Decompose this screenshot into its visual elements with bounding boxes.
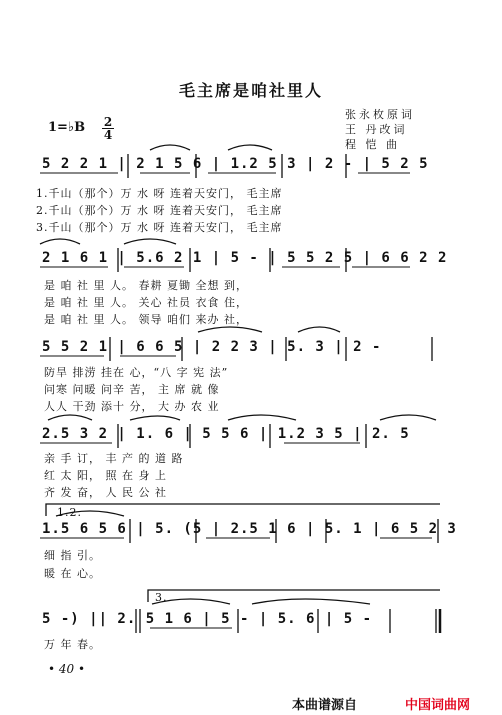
lyric-row-1-verse-3: 3.千山（那个）万 水 呀 连着天安门， 毛主席: [36, 221, 283, 234]
meter-top: 2: [103, 115, 113, 129]
lyric-row-3-verse-1: 防旱 排涝 挂在 心，“八 字 宪 法”: [44, 366, 229, 379]
lyric-row-5-verse-2: 暖 在 心。: [44, 567, 101, 580]
meter-bottom: 4: [103, 128, 113, 142]
lyric-row-4-verse-1: 亲 手 订， 丰 产 的 道 路: [44, 452, 184, 465]
source-label: 本曲谱源自: [292, 698, 358, 713]
lyric-row-3-verse-2: 问寒 问暖 问辛 苦， 主 席 就 像: [44, 383, 220, 396]
lyric-row-5-verse-1: 细 指 引。: [44, 549, 101, 562]
notation-row-2: 2 1 6 1 | 5.6 2 1 | 5 - | 5 5 2 5 | 6 6 2 2: [42, 250, 448, 266]
key-signature: 1=♭B: [48, 120, 86, 135]
song-title: 毛主席是咱社里人: [178, 81, 323, 100]
notation-row-1: 5 2 2 1 | 2 1 5 6 | 1.2 5 3 | 2 - | 5 2 5: [42, 156, 429, 172]
source-site: 中国词曲网: [405, 698, 471, 713]
volta-1-2: 1.2.: [57, 506, 82, 519]
notation-row-5: 1.5 6 5 6 | 5. (5 | 2.5 1 6 | 5. 1 | 6 5 2 3: [42, 521, 457, 537]
lyric-row-3-verse-3: 人人 干劲 添十 分， 大 办 农 业: [44, 400, 220, 413]
lyric-row-2-verse-2: 是 咱 社 里 人。 关心 社员 衣食 住，: [44, 296, 248, 309]
lyricist-revised: 王 丹改词: [345, 123, 408, 136]
notation-row-6: 5 -) || 2. 5 1 6 | 5 - | 5. 6 | 5 -: [42, 611, 373, 627]
composer: 程 恺 曲: [345, 138, 400, 151]
page-number: • 40 •: [48, 662, 86, 676]
notation-row-3: 5 5 2 1 | 6 6 5 | 2 2 3 | 5. 3 | 2 -: [42, 339, 382, 355]
lyric-row-2-verse-1: 是 咱 社 里 人。 春耕 夏锄 全想 到，: [44, 279, 248, 292]
lyric-row-6-verse-1: 万 年 春。: [44, 638, 101, 651]
lyricist-original: 张永枚原词: [345, 108, 415, 121]
lyric-row-2-verse-3: 是 咱 社 里 人。 领导 咱们 来办 社，: [44, 313, 248, 326]
lyric-row-4-verse-2: 红 太 阳， 照 在 身 上: [44, 469, 167, 482]
lyric-row-1-verse-1: 1.千山（那个）万 水 呀 连着天安门， 毛主席: [36, 187, 283, 200]
notation-row-4: 2.5 3 2 | 1. 6 | 5 5 6 | 1.2 3 5 | 2. 5: [42, 426, 410, 442]
lyric-row-1-verse-2: 2.千山（那个）万 水 呀 连着天安门， 毛主席: [36, 204, 283, 217]
volta-3: 3.: [155, 591, 168, 604]
lyric-row-4-verse-3: 齐 发 奋， 人 民 公 社: [44, 486, 167, 499]
